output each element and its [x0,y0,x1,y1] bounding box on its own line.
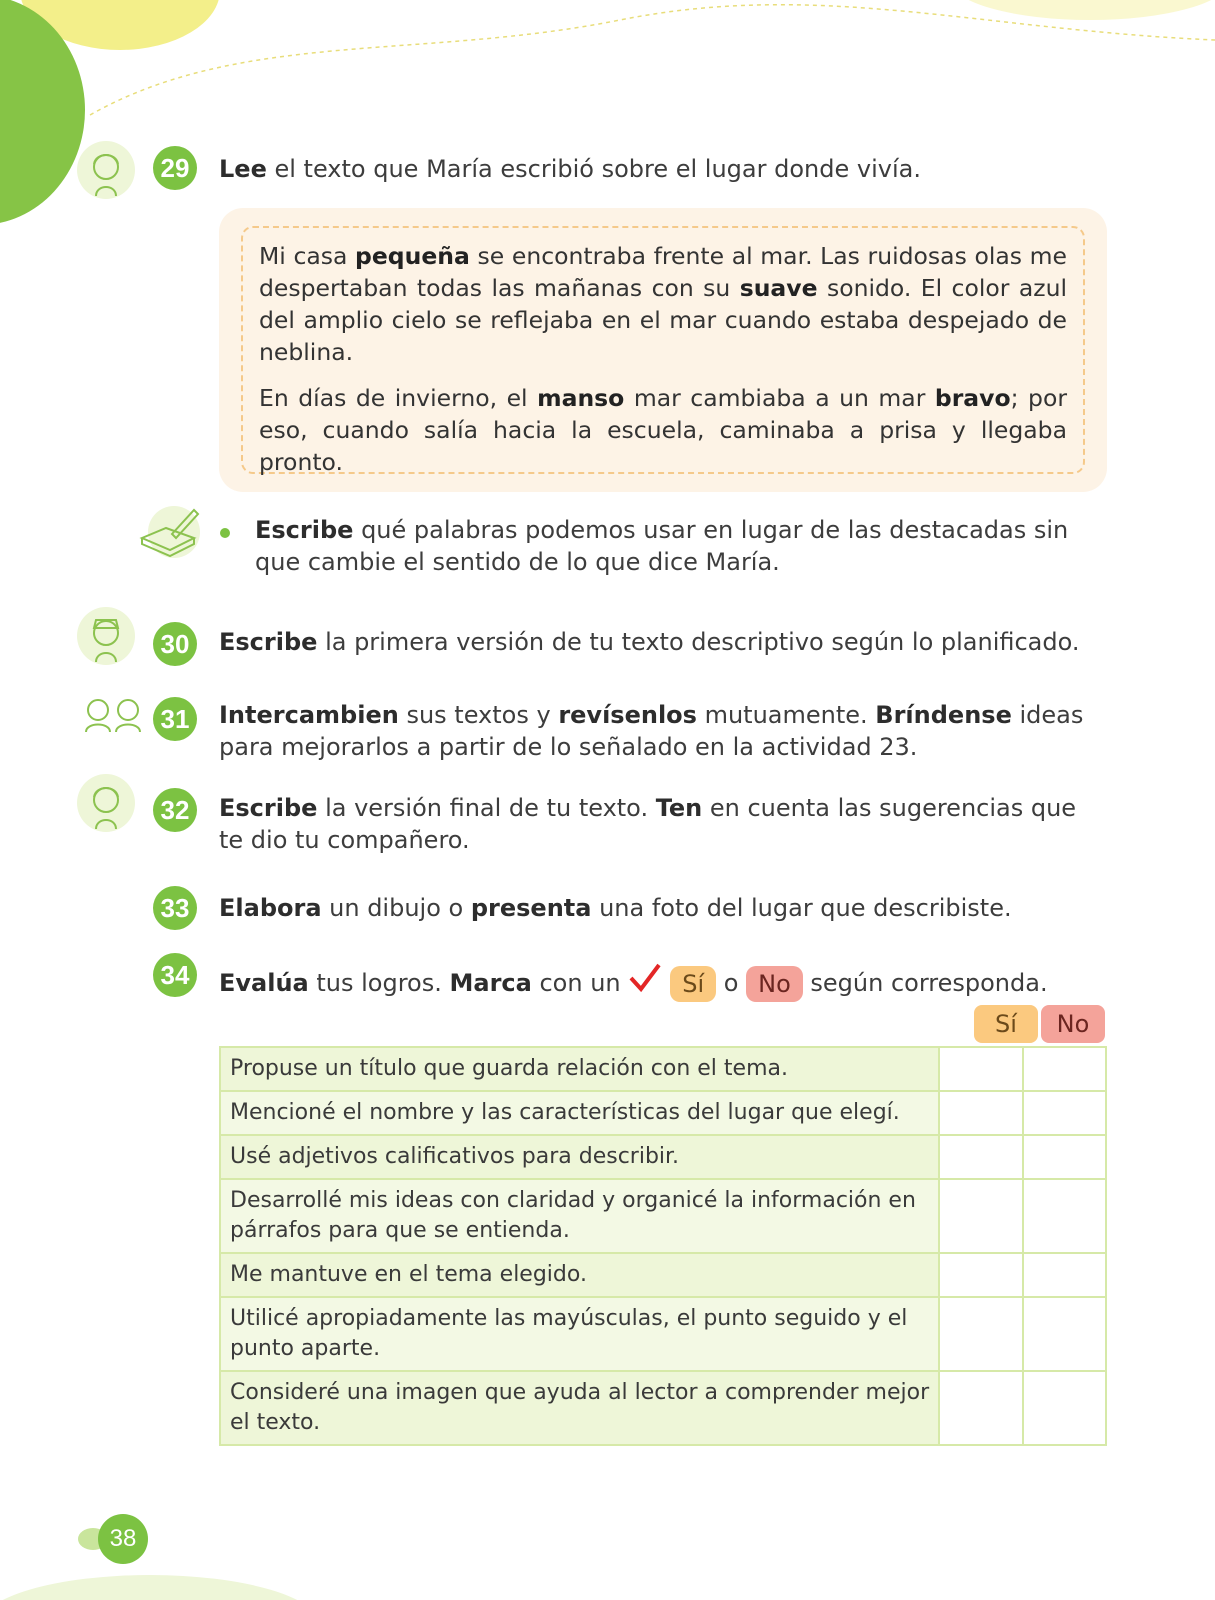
checkbox-no[interactable] [1023,1371,1106,1445]
checkbox-no[interactable] [1023,1047,1106,1091]
question-number-30: 30 [153,622,197,666]
table-row [220,1091,1106,1135]
checkbox-si[interactable] [939,1179,1022,1253]
criterion-cell: Mencioné el nombre y las características del lugar que elegí. [220,1091,939,1135]
person-icon [76,606,136,666]
writing-book-icon [136,504,204,564]
bullet-dot [220,528,230,538]
table-row [220,1371,1106,1445]
checkbox-no[interactable] [1023,1179,1106,1253]
question-30-text: Escribe la primera versión de tu texto descriptivo según lo planificado. [219,628,1080,656]
checkbox-si[interactable] [939,1297,1022,1371]
pair-icon [76,682,154,742]
checkbox-si[interactable] [939,1135,1022,1179]
checkbox-no[interactable] [1023,1091,1106,1135]
criterion-cell: Propuse un título que guarda relación con el tema. [220,1047,939,1091]
criterion-cell: Me mantuve en el tema elegido. [220,1253,939,1297]
checkbox-no[interactable] [1023,1297,1106,1371]
checkbox-no[interactable] [1023,1135,1106,1179]
passage-paragraph-2: En días de invierno, el manso mar cambiaba a un mar bravo; por eso, cuando salía hacia la escuela, caminaba a prisa y llegaba pronto. [259,384,1068,476]
question-number-32: 32 [153,788,197,832]
passage-text [241,226,1085,474]
table-row [220,1253,1106,1297]
person-icon [76,140,136,200]
no-label: No [746,966,803,1002]
person-icon [76,773,136,833]
table-row [220,1179,1106,1253]
question-number-33: 33 [153,886,197,930]
table-row [220,1047,1106,1091]
table-header-no: No [1041,1005,1105,1043]
criterion-cell: Utilicé apropiadamente las mayúsculas, el punto seguido y el punto aparte. [220,1297,939,1371]
table-row [220,1297,1106,1371]
question-number-31: 31 [153,697,197,741]
question-31-text: Intercambien sus textos y revísenlos mutuamente. Bríndense ideas para mejorarlos a partir de lo señalado en la actividad 23. [219,701,1084,761]
criterion-cell: Consideré una imagen que ayuda al lector a comprender mejor el texto. [220,1371,939,1445]
question-33-text: Elabora un dibujo o presenta una foto del lugar que describiste. [219,894,1012,922]
question-29-text: Lee el texto que María escribió sobre el lugar donde vivía. [219,155,921,183]
table-header-si: Sí [974,1005,1038,1043]
question-34-text: Evalúa tus logros. Marca con un Sí o No según corresponda. [219,962,1048,1006]
criterion-cell: Desarrollé mis ideas con claridad y organicé la información en párrafos para que se entienda. [220,1179,939,1253]
checkbox-si[interactable] [939,1091,1022,1135]
question-32-text: Escribe la versión final de tu texto. Ten en cuenta las sugerencias que te dio tu compañero. [219,794,1077,854]
table-row [220,1135,1106,1179]
checkmark-icon [628,962,662,1006]
bullet-instruction: Escribe qué palabras podemos usar en lugar de las destacadas sin que cambie el sentido de lo que dice María. [255,516,1069,576]
question-number-34: 34 [153,953,197,997]
page-number: 38 [98,1514,148,1564]
checkbox-si[interactable] [939,1371,1022,1445]
self-evaluation-table [219,1046,1107,1446]
question-number-29: 29 [153,146,197,190]
passage-paragraph-1: Mi casa pequeña se encontraba frente al mar. Las ruidosas olas me despertaban todas las mañanas con su suave sonido. El color azul del amplio cielo se reflejaba en el mar cuando estaba despejado de neblina. [259,242,1067,366]
si-label: Sí [670,966,716,1002]
passage-box [219,208,1107,492]
criterion-cell: Usé adjetivos calificativos para describir. [220,1135,939,1179]
checkbox-si[interactable] [939,1253,1022,1297]
checkbox-no[interactable] [1023,1253,1106,1297]
checkbox-si[interactable] [939,1047,1022,1091]
